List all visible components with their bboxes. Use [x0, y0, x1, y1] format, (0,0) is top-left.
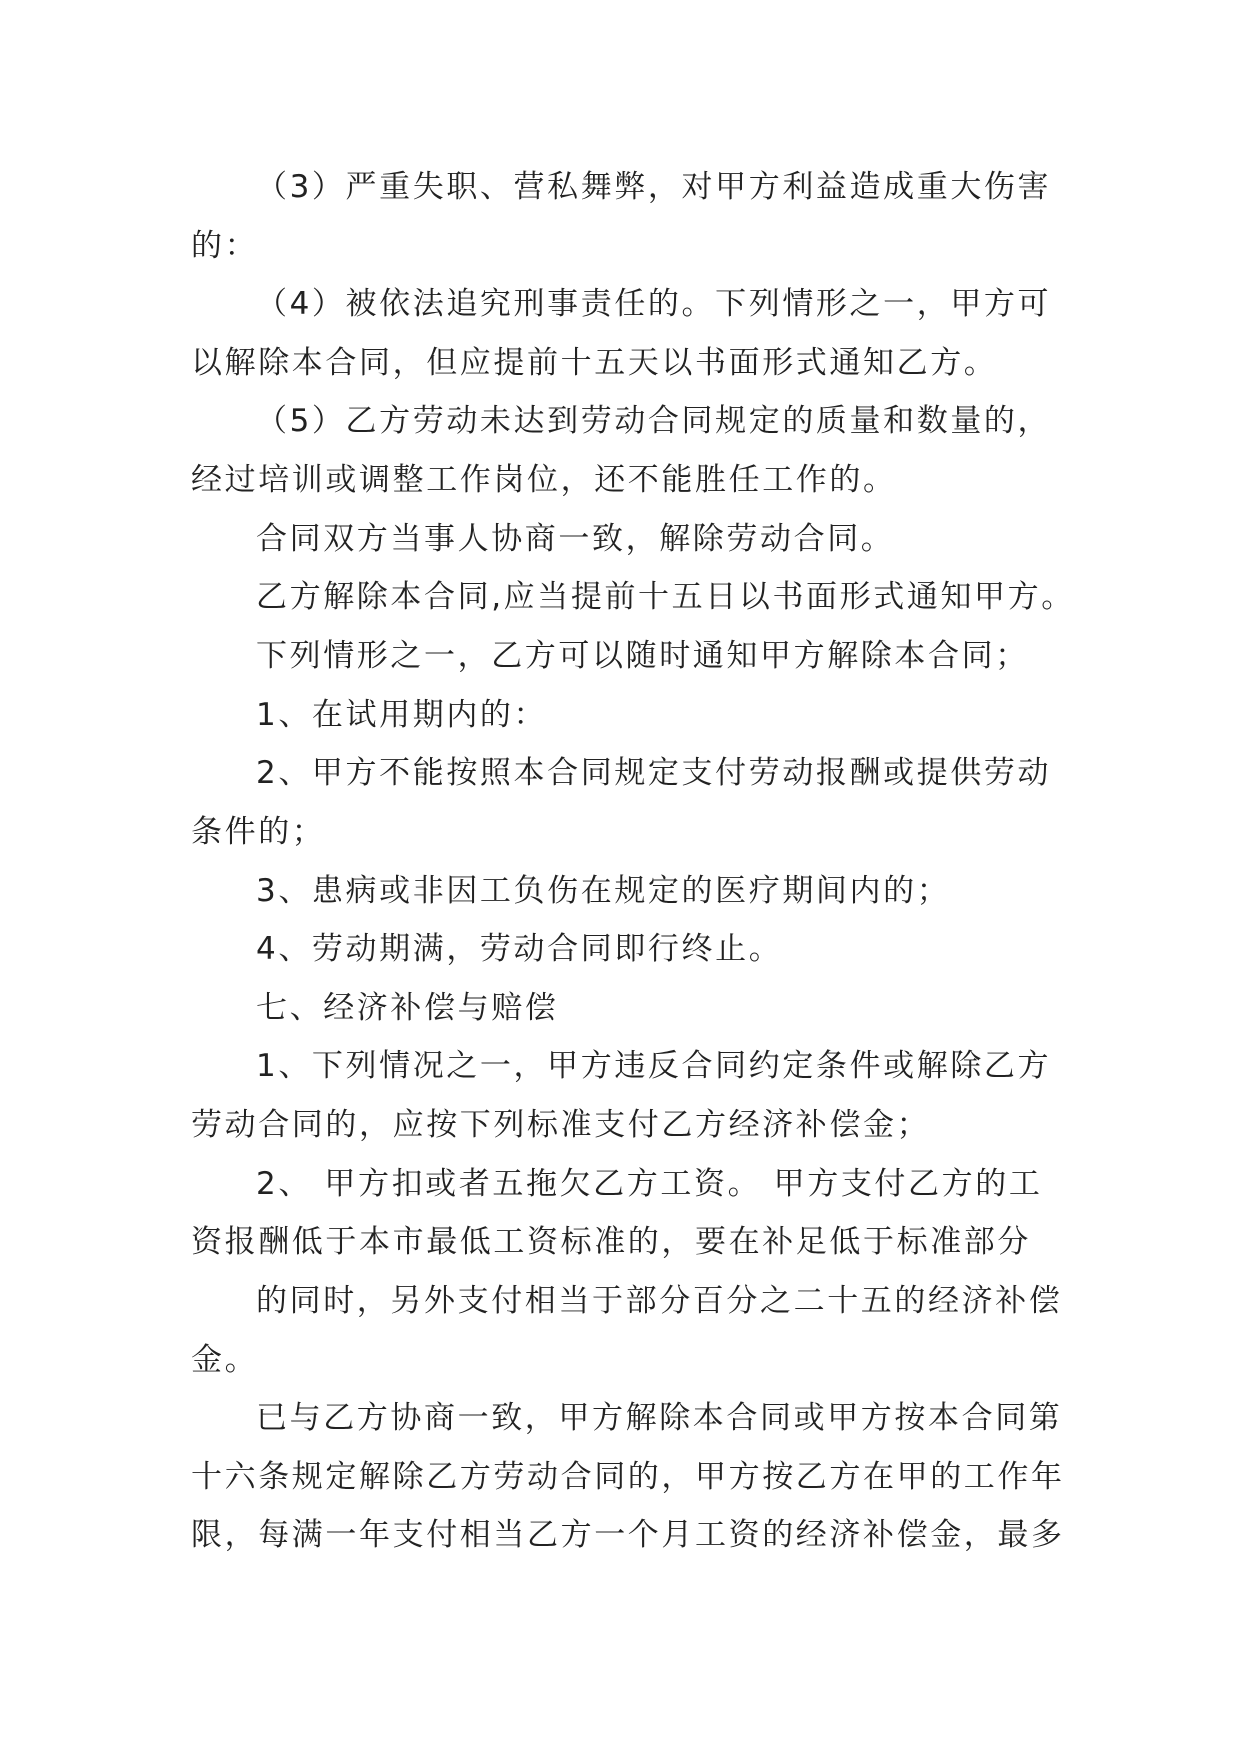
text-line: 劳动合同的，应按下列标准支付乙方经济补偿金； [191, 1107, 931, 1143]
text-line: 以解除本合同，但应提前十五天以书面形式通知乙方。 [191, 345, 998, 381]
text-line: 1、在试用期内的： [256, 697, 548, 733]
text-line: 合同双方当事人协商一致，解除劳动合同。 [256, 521, 895, 557]
text-line: 经过培训或调整工作岗位，还不能胜任工作的。 [191, 462, 897, 498]
text-line: 3、患病或非因工负伤在规定的医疗期间内的； [256, 873, 951, 909]
text-line: 的同时，另外支付相当于部分百分之二十五的经济补偿 [256, 1283, 1063, 1319]
text-line: 条件的； [191, 814, 326, 850]
text-line: 限，每满一年支付相当乙方一个月工资的经济补偿金，最多 [191, 1517, 1065, 1553]
text-line: 已与乙方协商一致，甲方解除本合同或甲方按本合同第 [256, 1400, 1063, 1436]
text-line: （4）被依法追究刑事责任的。下列情形之一，甲方可 [256, 286, 1052, 322]
text-line: 资报酬低于本市最低工资标准的，要在补足低于标准部分 [191, 1224, 1031, 1260]
text-line: 的： [191, 228, 259, 264]
text-line: （3）严重失职、营私舞弊，对甲方利益造成重大伤害 [256, 169, 1052, 205]
text-line: 金。 [191, 1342, 259, 1378]
text-line: 4、劳动期满，劳动合同即行终止。 [256, 931, 783, 967]
text-line: 十六条规定解除乙方劳动合同的，甲方按乙方在甲的工作年 [191, 1459, 1065, 1495]
text-line: 乙方解除本合同,应当提前十五日以书面形式通知甲方。 [256, 579, 1075, 615]
section-heading: 七、经济补偿与赔偿 [256, 990, 559, 1026]
text-line: 1、下列情况之一，甲方违反合同约定条件或解除乙方 [256, 1048, 1052, 1084]
text-line: 下列情形之一，乙方可以随时通知甲方解除本合同； [256, 638, 1029, 674]
text-line: 2、 甲方扣或者五拖欠乙方工资。 甲方支付乙方的工 [256, 1166, 1043, 1202]
text-line: （5）乙方劳动未达到劳动合同规定的质量和数量的， [256, 403, 1052, 439]
text-line: 2、甲方不能按照本合同规定支付劳动报酬或提供劳动 [256, 755, 1052, 791]
